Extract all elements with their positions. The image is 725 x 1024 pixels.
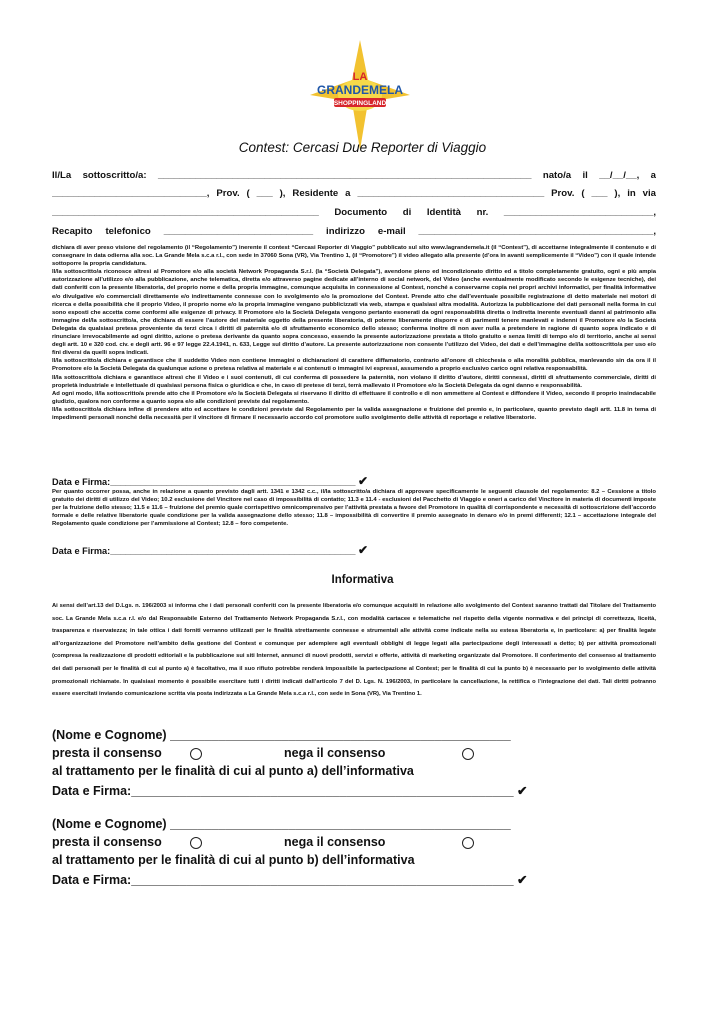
- form-line-residence[interactable]: _____________________________, Prov. ( ___ ), Residente a ___________________________________ Prov. ( ___ ), in via: [52, 188, 656, 199]
- form-line-contacts[interactable]: Recapito telefonico ____________________________ indirizzo e-mail ____________________________________________,: [52, 226, 656, 237]
- declaration-paragraph: Ad ogni modo, il/la sottoscritto/a prende atto che il Promotore e/o la Società Delegata si riservano il diritto di effettuare il controllo e di non ammettere al Contest e diffondere il Video, secondo il proprio insindacabile giudizio, qualora non conforme a quanto sopra e/o alle condizioni previste dal regolamento.: [52, 390, 656, 405]
- declaration-text: [52, 244, 656, 422]
- clauses-text: Per quanto occorrer possa, anche in relazione a quanto previsto dagli artt. 1341 e 1342 c.c., il/la sottoscritto/a dichiara di approvare specificamente le seguenti clausole del regolamento: 8.2 – Cessione a titolo gratuito dei diritti di utilizzo del Video; 10.2 esclusione del Vincitore nel caso di impossibilità di contatto; 11.3 e 11.4 - esclusioni del Pacchetto di Viaggio e oneri a carico del Vincitore in materia di documenti imposte per la fruizione dello stesso; 11.5 e 11.6 – fruizione del premio quale corrispettivo omnicomprensivo per l’attività prestata a favore del Promotore in qualità di corrispondente e necessità di sottoscrizione dell’accordo formale e delle relative liberatorie quale condizione per la valida assegnazione dello stesso; 11.8 – impossibilità di convertire il premio assegnato in denaro e/o in premi differenti; 12.1 – accettazione integrale del Regolamento quale condizione per l’ammissione al Contest; 12.8 – foro competente.: [52, 489, 656, 528]
- name-label: (Nome e Cognome): [52, 817, 167, 831]
- consent-deny-radio[interactable]: [462, 748, 474, 760]
- la-grande-mela-logo: [300, 40, 420, 150]
- declaration-paragraph: Il/la sottoscritto/a riconosce altresì al Promotore e/o alla società Network Propaganda S.r.l. (la “Società Delegata”), avendone pieno ed incondizionato diritto ed a titolo completamente gratuito, ogni e più ampia autorizzazione all’utilizzo e/o alla pubblicazione, anche telematica, diretta e/o attraverso pagine dedicate all’interno di social network, del Video (anche eventualmente modificato secondo le esigenze tecniche), dei dati conferiti con la presente liberatoria, del proprio nome e della propria immagine, comunque acquisita in connessione al Contest, nonché a conservarne copia nei propri archivi informatici, per finalità informative e/o divulgative e/o commerciali direttamente e/o indirettamente connesse con lo svolgimento e/o la promozione del Contest. Prende atto che dall’eventuale possibile registrazione di detto materiale nei motori di ricerca e della possibilità che il proprio Video, il proprio nome e/o la propria immagine vengano pubblicizzati via web, stampa e qualsiasi altra modalità. Autorizza la pubblicazione dei dati personali nella forma in cui sono esposti che accetta come conformi alle esigenze di privacy. Il Promotore e/o la Società Delegata vengono pertanto esonerati da ogni responsabilità diretta o indiretta inerente eventuali danni al patrimonio alla immagine del/la sottoscritto/a, che dichiara di essere l’autore del materiale oggetto della presente liberatoria, di poterne liberamente disporre e di parimenti tenere manlevati e indenni il Promotore e/o la Società Delegata da qualsiasi pretesa proveniente da terzi circa i diritti di paternità e/o di sfruttamento economico dello stesso; conferma inoltre di non aver nulla a pretendere in ragione di quanto sopra indicato e di rinunciare irrevocabilmente ad ogni diritto, azione o pretesa derivante da quanto sopra concesso, essendo la presente autorizzazione prestata a titolo gratuito e senza limiti di tempo e/o di territorio, anche ai sensi degli artt. 10 e 320 cod. civ. e degli artt. 96 e 97 legge 22.4.1941, n. 633, Legge sul diritto d’autore. La presente autorizzazione non consente l’utilizzo del Video, dei dati e dell’immagine del/la sottoscritto/a per uso e/o fini diversi da quelli sopra indicati.: [52, 269, 656, 357]
- consent-give-label: presta il consenso: [52, 746, 162, 760]
- signature-label: Data e Firma:: [52, 477, 111, 487]
- informativa-heading: Informativa: [331, 574, 394, 586]
- consent-deny-radio[interactable]: [462, 837, 474, 849]
- declaration-paragraph: Il/la sottoscritto/a dichiara e garantisce che il suddetto Video non contiene immagini o dichiarazioni di carattere diffamatorio, contrario all’onore di chicchesia o alla moralità pubblica, manlevando sin da ora il il Promotore e/o la Società Delegata da qualunque azione o pretesa relativa al materiale e ai contenuti o immagini ivi espressi, assumendo a proprio esclusivo carico ogni relativa responsabilità.: [52, 358, 656, 373]
- signature-label: Data e Firma:: [52, 546, 111, 556]
- consent-give-label: presta il consenso: [52, 835, 162, 849]
- consent-purpose: al trattamento per le finalità di cui al punto b) dell’informativa: [52, 853, 415, 867]
- checkmark-icon: ✔: [517, 873, 528, 887]
- consent-block-b: [52, 817, 672, 907]
- name-label: (Nome e Cognome): [52, 728, 167, 742]
- consent-give-radio[interactable]: [190, 837, 202, 849]
- declaration-paragraph: Il/la sottoscritto/a dichiara infine di prendere atto ed accettare le condizioni previste dal Regolamento per la valida assegnazione e fruizione del premio e, in particolare, quanto previsto dagli artt. 11.8 in tema di impedimenti personali nonché della necessità per il vincitore di firmare il necessario accordo col promotore sullo svolgimento delle attività di reportage e relative liberatorie.: [52, 406, 656, 421]
- logo-text-shoppingland: SHOPPINGLAND: [333, 100, 387, 107]
- signature-row-1: [52, 474, 368, 488]
- consent-deny-label: nega il consenso: [284, 746, 386, 760]
- form-line-document[interactable]: __________________________________________________ Documento di Identità nr. ____________________________,: [52, 207, 656, 218]
- declaration-paragraph: Il/la sottoscritto/a dichiara e garantisce altresì che il Video e i suoi contenuti, di cui conferma di possedere la paternità, non violano il diritto d’autore, diritti connessi, diritti di sfruttamento commerciale, diritti di proprietà industriale e intellettuale di qualsiasi persona fisica o giuridica e che, in caso di pretese di terzi, terrà mallevato il Promotore e/o la Società Delegata da ogni danno e responsabilità.: [52, 374, 656, 389]
- signature-line[interactable]: ________________________________________________: [110, 546, 356, 556]
- name-line[interactable]: _________________________________________________: [170, 817, 511, 831]
- page-title: Contest: Cercasi Due Reporter di Viaggio: [238, 140, 487, 155]
- consent-deny-label: nega il consenso: [284, 835, 386, 849]
- form-line-name[interactable]: Il/La sottoscritto/a: ______________________________________________________________________ nato/a il __/__/__, a: [52, 170, 656, 181]
- consent-give-radio[interactable]: [190, 748, 202, 760]
- name-line[interactable]: _________________________________________________: [170, 728, 511, 742]
- signature-label: Data e Firma:: [52, 784, 132, 798]
- signature-line[interactable]: _______________________________________________________: [131, 873, 514, 887]
- consent-block-a: [52, 728, 672, 818]
- signature-line[interactable]: _______________________________________________________: [131, 784, 514, 798]
- checkmark-icon: ✔: [358, 474, 369, 488]
- signature-row-2: [52, 543, 368, 557]
- checkmark-icon: ✔: [517, 784, 528, 798]
- declaration-paragraph: dichiara di aver preso visione del regolamento (il “Regolamento”) inerente il contest “Cercasi Reporter di Viaggio” pubblicato sul sito www.lagrandemela.it (il “Contest”), di accettarne integralmente il contenuto e di consegnare in data odierna alla soc. La Grande Mela s.c.a r.l., con sede in 37060 Sona (VR), Via Trentino 1, (il “Promotore”) il video allegato alla presente (d’ora in avanti semplicemente il “Video”) con il quale intende sottoporre la propria candidatura.: [52, 245, 656, 268]
- consent-purpose: al trattamento per le finalità di cui al punto a) dell’informativa: [52, 764, 414, 778]
- signature-label: Data e Firma:: [52, 873, 132, 887]
- informativa-text: Ai sensi dell’art.13 del D.Lgs. n. 196/2003 si informa che i dati personali conferiti con la presente liberatoria e/o comunque acquisiti in relazione allo svolgimento del Contest saranno trattati dal Titolare del Trattamento soc. La Grande Mela s.c.a r.l. e/o dal Responsabile Esterno del Trattamento Network Propaganda S.r.l., con modalità cartacee e telematiche nel rispetto della vigente normativa e dei principi di correttezza, liceità, trasparenza e riservatezza; in tale ottica i dati forniti verranno utilizzati per le finalità strettamente connesse e strumentali alle attività come indicate nella su estesa liberatoria e, in particolare: a) per finalità legate all’organizzazione del Promotore nell’ambito della gestione del Contest e comunque per adempiere agli eventuali obblighi di legge legati alla partecipazione degli interessati a detto; b) per attività promozionali (compresa la realizzazione di prodotti editoriali e la pubblicazione sui siti Internet, annunci di nuovi prodotti, servizi e offerte, attività di marketing organizzate dal Promotore. Il conferimento del consenso al trattamento dei dati personali per le finalità di cui al punto a) è facoltativo, ma il suo rifiuto potrebbe renderà impossibile la partecipazione al Contest; per le finalità di cui la punto b) è necessario per lo svolgimento delle attività promozionali richiamate. In qualsiasi momento è possibile esercitare tutti i diritti indicati dall’articolo 7 del D. Lgs. N. 196/2003, in particolare la cancellazione, la rettifica o l’integrazione dei dati. Tali diritti potranno essere esercitati inviando comunicazione scritta via posta indirizzata a La Grande Mela s.c.a r.l., con sede in Sona (VR), Via Trentino 1.: [52, 603, 656, 698]
- signature-line[interactable]: ________________________________________________: [110, 477, 356, 487]
- logo-text-la: LA: [352, 71, 368, 83]
- checkmark-icon: ✔: [358, 543, 369, 557]
- logo-text-grandemela: GRANDEMELA: [317, 83, 403, 97]
